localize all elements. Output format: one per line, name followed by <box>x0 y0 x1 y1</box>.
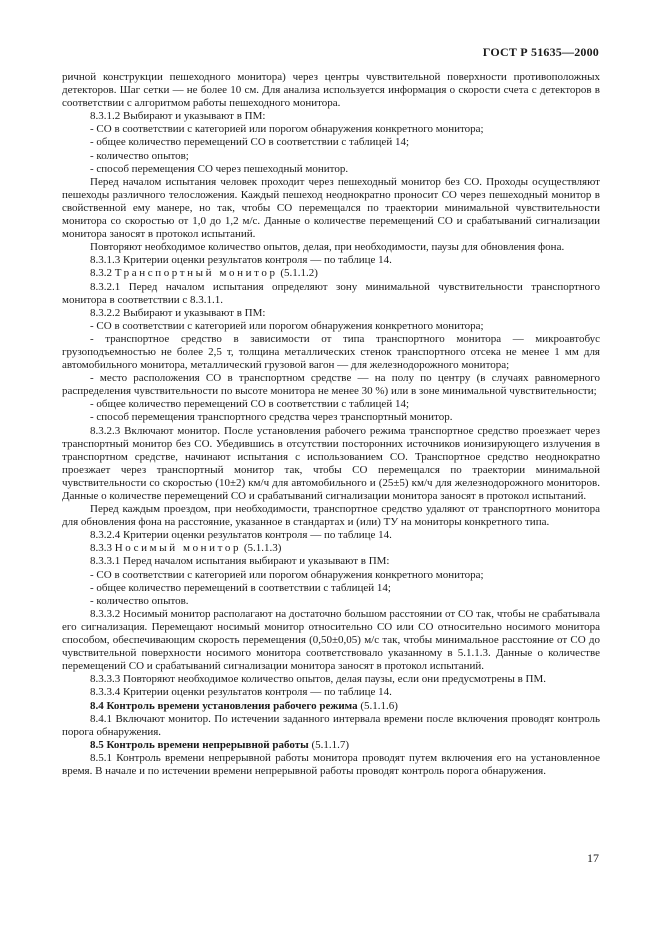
paragraph: - СО в соответствии с категорией или порогом обнаружения конкретного монитора; <box>90 568 484 581</box>
page-number: 17 <box>587 851 599 865</box>
paragraph: 8.3.3.1 Перед началом испытания выбирают и указывают в ПМ: <box>90 555 390 568</box>
paragraph: Перед началом испытания человек проходит через пешеходный монитор без СО. Проходы осуществляют пешеходы различного телосложения. Каждый пешеход неоднократно проносит СО через пешеходный монитор в свойственной ему манере, но так, чтобы СО перемещался по траектории минимальной чувствительности монитора со скоростью от 1,0 до 1,2 м/с. Данные о количестве перемещений СО и срабатываний сигнализации монитора заносят в протокол испытаний. <box>62 175 600 241</box>
paragraph <box>62 739 600 752</box>
section-heading-bold: 8.5 Контроль времени непрерывной работы <box>90 738 309 751</box>
section-reference: (5.1.1.2) <box>277 267 318 280</box>
paragraph: 8.3.1.3 Критерии оценки результатов контроля — по таблице 14. <box>90 254 392 267</box>
paragraph: 8.3.1.2 Выбирают и указывают в ПМ: <box>90 110 266 123</box>
paragraph: 8.3.2.4 Критерии оценки результатов контроля — по таблице 14. <box>90 529 392 542</box>
paragraph: - место расположения СО в транспортном средстве — на полу по центру (в случаях равномерного распределения чувствительности по высоте монитора не менее 30 %) или в зоне минимальной чувствительности; <box>62 372 600 398</box>
document-code-header: ГОСТ Р 51635—2000 <box>482 45 599 59</box>
paragraph: - СО в соответствии с категорией или порогом обнаружения конкретного монитора; <box>90 123 484 136</box>
section-reference: (5.1.1.3) <box>241 542 282 555</box>
paragraph: - общее количество перемещений СО в соответствии с таблицей 14; <box>90 136 410 149</box>
section-heading-bold: 8.4 Контроль времени установления рабочего режима <box>90 699 358 712</box>
paragraph: - способ перемещения транспортного средства через транспортный монитор. <box>90 411 453 424</box>
paragraph: 8.3.2.1 Перед началом испытания определяют зону минимальной чувствительности транспортного монитора в соответствии с 8.3.1.1. <box>62 280 600 306</box>
paragraph: - транспортное средство в зависимости от типа транспортного монитора — микроавтобус грузоподъемностью не более 2,5 т, толщина металлических стенок транспортного отсека не менее 1 мм для автомобильного монитора, металлический грузовой вагон — для железнодорожного монитора; <box>62 332 600 372</box>
document-body <box>62 71 600 778</box>
paragraph: - количество опытов; <box>90 149 189 162</box>
paragraph: 8.3.2.2 Выбирают и указывают в ПМ: <box>90 306 266 319</box>
paragraph: ричной конструкции пешеходного монитора) через центры чувствительной поверхности противоположных детекторов. Шаг сетки — не более 10 см. Для анализа используется информация о скорости счета с детекторов в соответствии с алгоритмом работы пешеходного монитора. <box>62 71 600 110</box>
paragraph: - общее количество перемещений СО в соответствии с таблицей 14; <box>90 398 410 411</box>
paragraph: Повторяют необходимое количество опытов, делая, при необходимости, паузы для обновления фона. <box>90 241 565 254</box>
paragraph: - количество опытов. <box>90 594 189 607</box>
section-number: 8.3.3 <box>90 542 115 555</box>
paragraph: 8.3.3.4 Критерии оценки результатов контроля — по таблице 14. <box>90 686 392 699</box>
paragraph: - общее количество перемещений в соответствии с таблицей 14; <box>90 581 391 594</box>
paragraph: 8.4.1 Включают монитор. По истечении заданного интервала времени после включения проводят контроль порога обнаружения. <box>62 712 600 738</box>
section-number: 8.3.2 <box>90 267 115 280</box>
paragraph <box>62 700 600 713</box>
paragraph: Перед каждым проездом, при необходимости, транспортное средство удаляют от транспортного монитора для обновления фона на расстояние, указанное в стандартах и (или) ТУ на мониторы конкретного типа. <box>62 503 600 529</box>
paragraph: 8.3.2.3 Включают монитор. После установления рабочего режима транспортное средство проезжает через транспортный монитор без СО. Убедившись в отсутствии посторонних источников ионизирующего излучения в транспортном средстве, начинают испытания с использованием СО. Транспортное средство неоднократно проезжает через транспортный монитор так, чтобы СО перемещался по траектории минимальной чувствительности со скоростью (10±2) км/ч для автомобильного и (25±5) км/ч для железнодорожного мониторов. Данные о количестве перемещений СО и срабатываний сигнализации монитора заносят в протокол испытаний. <box>62 424 600 502</box>
section-heading-spaced: Транспортный монитор <box>114 267 278 280</box>
section-heading-spaced: Носимый монитор <box>114 542 242 555</box>
section-reference: (5.1.1.6) <box>357 699 398 712</box>
paragraph: - способ перемещения СО через пешеходный монитор. <box>90 162 349 175</box>
section-reference: (5.1.1.7) <box>308 738 350 751</box>
paragraph <box>62 542 600 555</box>
paragraph: 8.3.3.3 Повторяют необходимое количество опытов, делая паузы, если они предусмотрены в ПМ. <box>90 673 547 686</box>
paragraph: 8.5.1 Контроль времени непрерывной работы монитора проводят путем включения его на установленное время. В начале и по истечении времени непрерывной работы проводят контроль порога обнаружения. <box>62 751 600 777</box>
paragraph: 8.3.3.2 Носимый монитор располагают на достаточно большом расстоянии от СО так, чтобы не срабатывала его сигнализация. Перемещают носимый монитор относительно СО или СО относительно носимого монитора способом, обеспечивающим скорость перемещения (0,50±0,05) м/с так, чтобы минимальное расстояние от СО до чувствительной поверхности носимого монитора соответствовало указанному в 5.1.1.3. Данные о количестве перемещений СО и срабатываний сигнализации монитора заносят в протокол испытаний. <box>62 607 600 673</box>
paragraph <box>62 267 600 280</box>
paragraph: - СО в соответствии с категорией или порогом обнаружения конкретного монитора; <box>90 319 484 332</box>
